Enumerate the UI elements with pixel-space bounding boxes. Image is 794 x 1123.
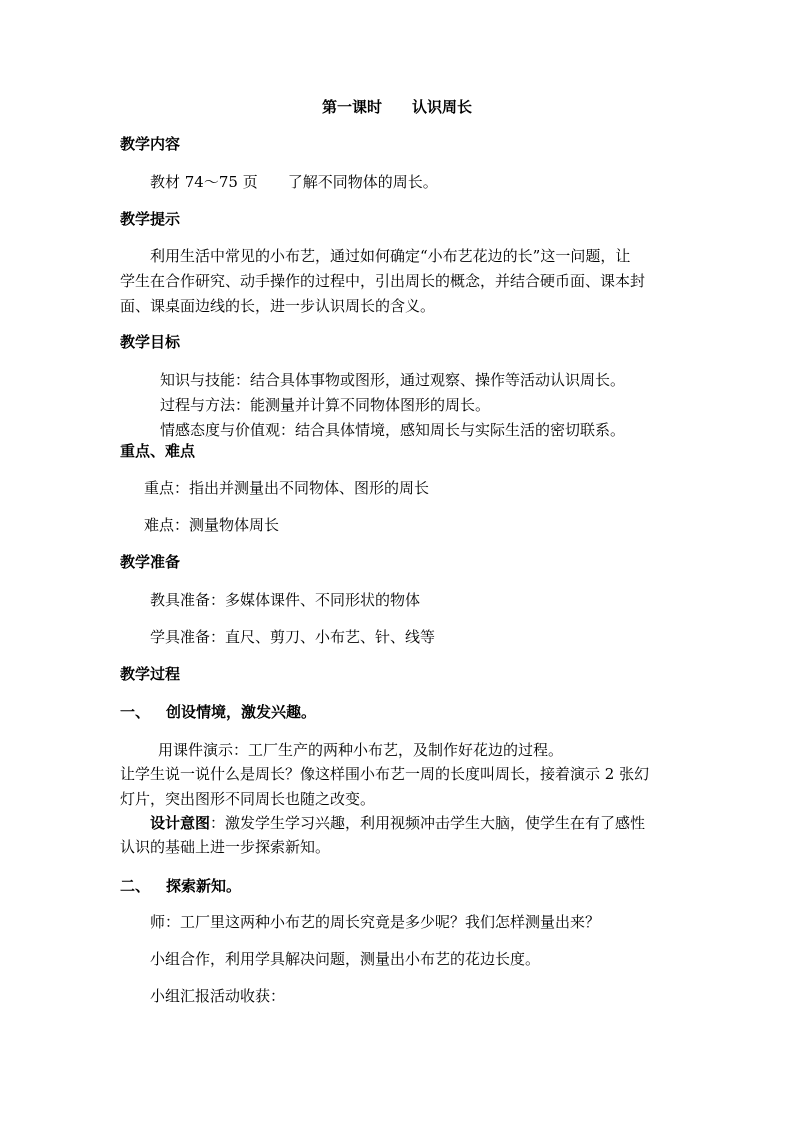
title-part-2: 认识周长 [412, 98, 473, 116]
lesson-title [0, 97, 794, 117]
step-2-line-3: 小组汇报活动收获： [150, 987, 286, 1005]
key-point: 重点：指出并测量出不同物体、图形的周长 [144, 479, 430, 497]
section-heading-hints: 教学提示 [120, 210, 181, 228]
section-heading-goals: 教学目标 [120, 333, 181, 351]
hint-paragraph-line-1: 利用生活中常见的小布艺，通过如何确定“小布艺花边的长”这一问题，让 [150, 247, 631, 265]
process-step-1-heading [120, 702, 316, 722]
goal-attitude: 情感态度与价值观：结合具体情境，感知周长与实际生活的密切联系。 [160, 421, 626, 439]
step-1-line-5: 认识的基础上进一步探索新知。 [120, 838, 331, 856]
content-description: 了解不同物体的周长。 [287, 173, 438, 191]
hint-paragraph-line-2: 学生在合作研究、动手操作的过程中，引出周长的概念，并结合硬币面、课本封 [120, 272, 646, 290]
content-line [150, 172, 438, 192]
section-heading-process: 教学过程 [120, 665, 181, 683]
process-step-2-heading [120, 876, 241, 896]
step-1-number: 一、 [120, 703, 151, 721]
step-1-line-2: 让学生说一说什么是周长？像这样围小布艺一周的长度叫周长，接着演示 2 张幻 [120, 765, 650, 783]
goal-knowledge: 知识与技能：结合具体事物或图形，通过观察、操作等活动认识周长。 [160, 371, 626, 389]
section-heading-preparation: 教学准备 [120, 553, 181, 571]
title-part-1: 第一课时 [321, 98, 382, 116]
student-preparation: 学具准备：直尺、剪刀、小布艺、针、线等 [150, 628, 436, 646]
step-1-line-1: 用课件演示：工厂生产的两种小布艺，及制作好花边的过程。 [158, 741, 564, 759]
design-intent-label: 设计意图 [150, 814, 211, 832]
teacher-preparation: 教具准备：多媒体课件、不同形状的物体 [150, 591, 421, 609]
textbook-pages: 教材 74～75 页 [150, 173, 258, 191]
step-1-line-3: 灯片，突出图形不同周长也随之改变。 [120, 790, 376, 808]
step-2-line-2: 小组合作，利用学具解决问题，测量出小布艺的花边长度。 [150, 950, 541, 968]
step-1-title: 创设情境，激发兴趣。 [166, 703, 317, 721]
goal-process: 过程与方法：能测量并计算不同物体图形的周长。 [160, 396, 491, 414]
hint-paragraph-line-3: 面、课桌面边线的长，进一步认识周长的含义。 [120, 297, 436, 315]
step-2-title: 探索新知。 [166, 877, 242, 895]
difficult-point: 难点：测量物体周长 [144, 516, 280, 534]
step-1-design-intent [150, 813, 645, 833]
section-heading-content: 教学内容 [120, 135, 181, 153]
design-intent-text: ：激发学生学习兴趣，利用视频冲击学生大脑，使学生在有了感性 [210, 814, 646, 832]
step-2-number: 二、 [120, 877, 151, 895]
step-2-line-1: 师：工厂里这两种小布艺的周长究竟是多少呢？我们怎样测量出来？ [150, 913, 601, 931]
section-heading-key-points: 重点、难点 [120, 442, 196, 460]
